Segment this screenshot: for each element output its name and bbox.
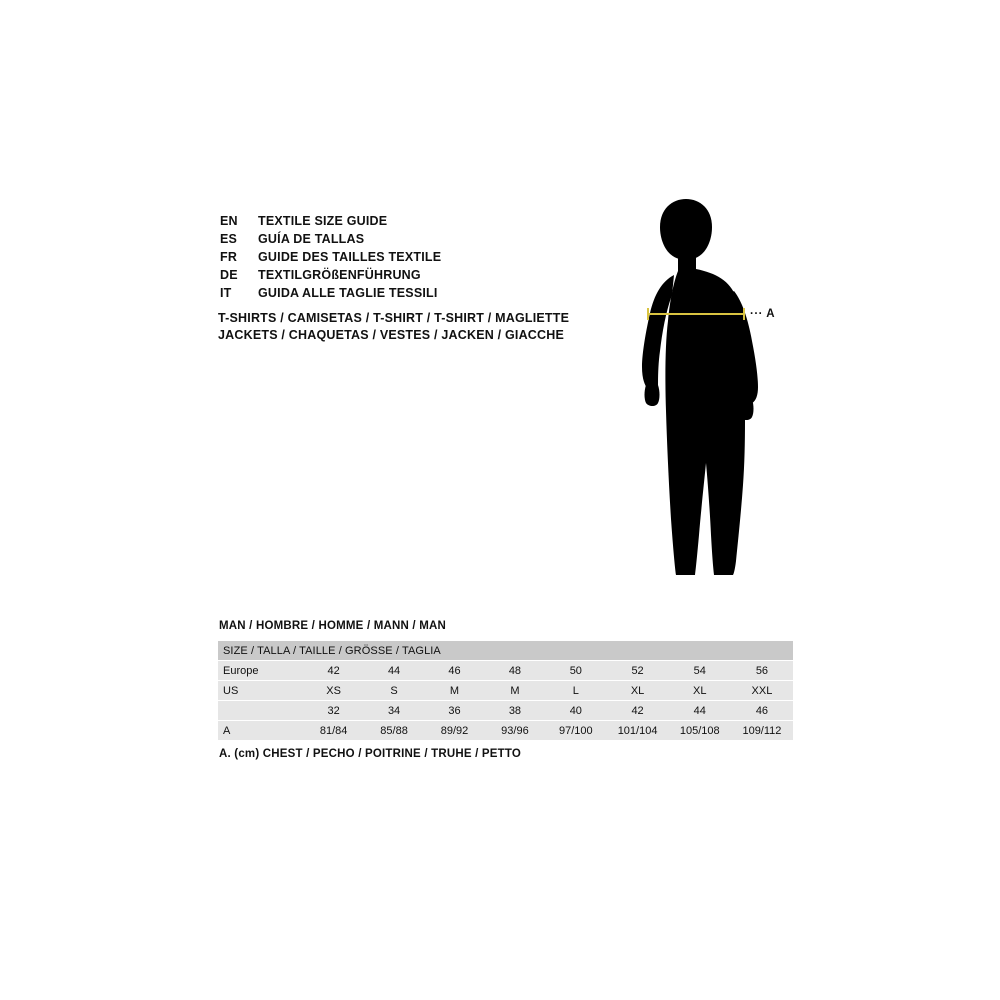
cell: 36 — [424, 701, 484, 721]
cell: 97/100 — [545, 721, 606, 741]
cell: L — [545, 681, 606, 701]
measure-label-a: A — [766, 308, 776, 320]
cell: XXL — [731, 681, 793, 701]
silhouette-left-hand — [645, 385, 660, 406]
silhouette-head — [660, 199, 712, 259]
cell: 42 — [606, 701, 668, 721]
measure-a-callout — [750, 308, 775, 320]
cell: S — [364, 681, 424, 701]
language-label: GUIDA ALLE TAGLIE TESSILI — [258, 286, 438, 300]
row-label: US — [218, 681, 303, 701]
cell: 81/84 — [303, 721, 363, 741]
language-label: GUÍA DE TALLAS — [258, 232, 365, 246]
cell: 32 — [303, 701, 363, 721]
language-row — [220, 268, 580, 286]
language-row — [220, 214, 580, 232]
table-row — [218, 701, 793, 721]
cell: 52 — [606, 661, 668, 681]
language-code: EN — [220, 214, 238, 228]
cell: 109/112 — [731, 721, 793, 741]
language-label: GUIDE DES TAILLES TEXTILE — [258, 250, 442, 264]
cell: 34 — [364, 701, 424, 721]
footnote-chest: A. (cm) CHEST / PECHO / POITRINE / TRUHE / PETTO — [219, 748, 522, 760]
cell: 50 — [545, 661, 606, 681]
table-row — [218, 681, 793, 701]
cell: 46 — [731, 701, 793, 721]
cell: M — [424, 681, 484, 701]
language-code: IT — [220, 286, 232, 300]
garment-categories — [218, 310, 638, 344]
cell: 54 — [669, 661, 731, 681]
language-label: TEXTILE SIZE GUIDE — [258, 214, 388, 228]
cell: 38 — [485, 701, 545, 721]
category-jackets: JACKETS / CHAQUETAS / VESTES / JACKEN / GIACCHE — [218, 328, 565, 342]
language-code: DE — [220, 268, 238, 282]
row-label: Europe — [218, 661, 303, 681]
language-row — [220, 286, 580, 304]
table-header-label: SIZE / TALLA / TAILLE / GRÖSSE / TAGLIA — [218, 641, 793, 661]
male-silhouette-figure — [600, 195, 820, 605]
category-tshirts: T-SHIRTS / CAMISETAS / T-SHIRT / T-SHIRT / MAGLIETTE — [218, 311, 570, 325]
cell: 48 — [485, 661, 545, 681]
cell: 40 — [545, 701, 606, 721]
language-row — [220, 232, 580, 250]
cell: 42 — [303, 661, 363, 681]
cell: 101/104 — [606, 721, 668, 741]
language-code: ES — [220, 232, 238, 246]
measure-dash: ··· — [750, 308, 763, 320]
size-table — [218, 641, 793, 741]
cell: 46 — [424, 661, 484, 681]
table-row — [218, 661, 793, 681]
cell: M — [485, 681, 545, 701]
cell: 44 — [364, 661, 424, 681]
cell: XL — [606, 681, 668, 701]
row-label — [218, 701, 303, 721]
cell: 44 — [669, 701, 731, 721]
language-code: FR — [220, 250, 238, 264]
language-label: TEXTILGRÖßENFÜHRUNG — [258, 268, 421, 282]
cell: 56 — [731, 661, 793, 681]
table-title: MAN / HOMBRE / HOMME / MANN / MAN — [219, 620, 447, 632]
language-list — [220, 214, 580, 304]
cell: XL — [669, 681, 731, 701]
language-row — [220, 250, 580, 268]
cell: XS — [303, 681, 363, 701]
table-row — [218, 721, 793, 741]
cell: 105/108 — [669, 721, 731, 741]
cell: 93/96 — [485, 721, 545, 741]
table-header-row — [218, 641, 793, 661]
cell: 89/92 — [424, 721, 484, 741]
row-label: A — [218, 721, 303, 741]
silhouette-right-hand — [739, 399, 754, 420]
silhouette-svg — [600, 195, 820, 605]
cell: 85/88 — [364, 721, 424, 741]
